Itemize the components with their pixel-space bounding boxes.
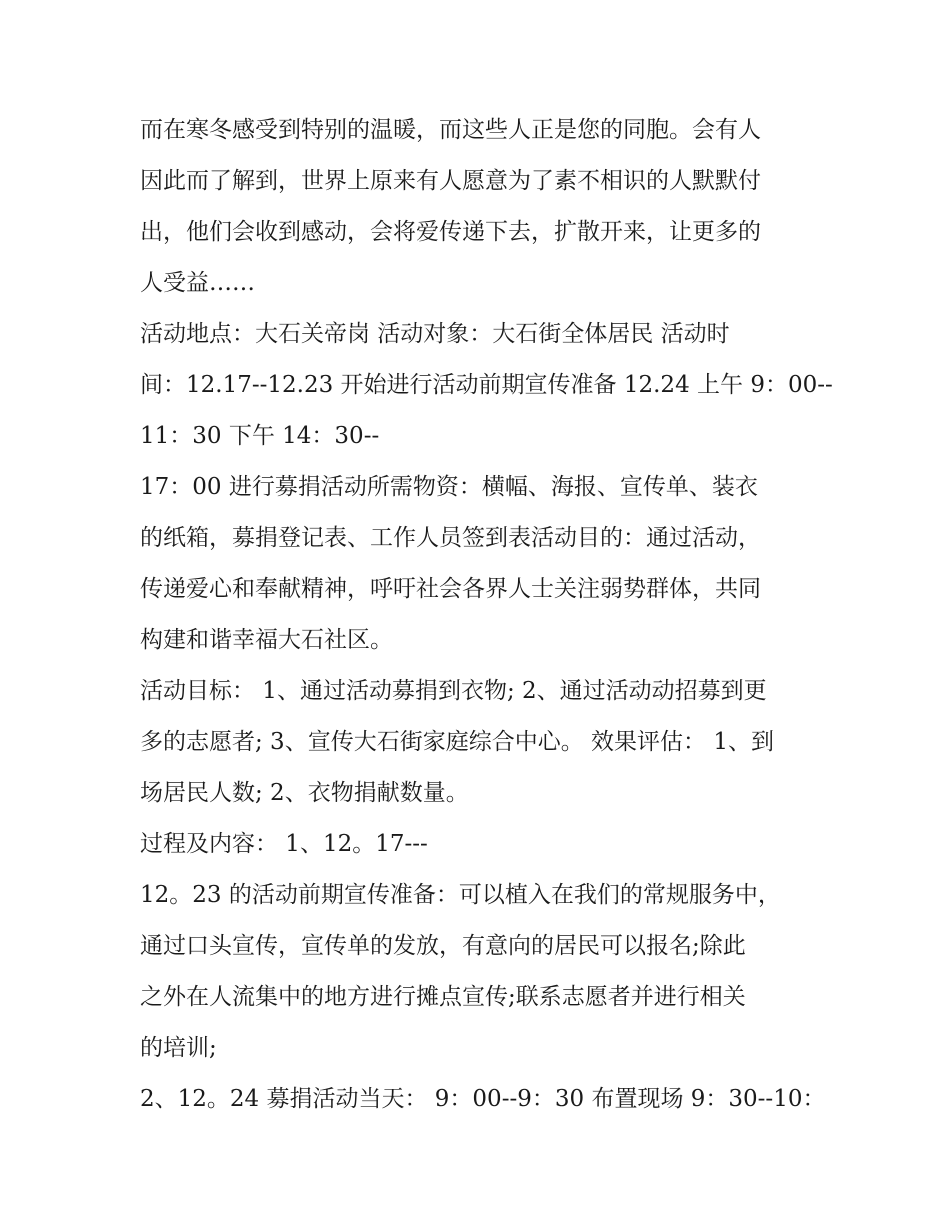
body-line: 活动目标： 1、通过活动募捐到衣物; 2、通过活动动招募到更 (140, 678, 767, 704)
body-line: 通过口头宣传，宣传单的发放，有意向的居民可以报名;除此 (140, 933, 746, 959)
body-line: 11：30 下午 14：30-- (140, 423, 380, 449)
body-line: 间：12.17--12.23 开始进行活动前期宣传准备 12.24 上午 9：00-- (140, 372, 833, 398)
body-line: 活动地点：大石关帝岗 活动对象：大石街全体居民 活动时 (140, 321, 730, 347)
body-line: 因此而了解到，世界上原来有人愿意为了素不相识的人默默付 (140, 168, 761, 194)
body-line: 之外在人流集中的地方进行摊点宣传;联系志愿者并进行相关 (140, 984, 746, 1010)
body-line: 2、12。24 募捐活动当天： 9：00--9：30 布置现场 9：30--10： (140, 1086, 826, 1112)
body-line: 传递爱心和奉献精神，呼吁社会各界人士关注弱势群体，共同 (140, 576, 761, 602)
body-line: 出，他们会收到感动，会将爱传递下去，扩散开来，让更多的 (140, 219, 761, 245)
body-line: 人受益…… (140, 270, 255, 296)
body-line: 的纸箱，募捐登记表、工作人员签到表活动目的：通过活动， (140, 525, 761, 551)
body-line: 17：00 进行募捐活动所需物资：横幅、海报、宣传单、装衣 (140, 474, 758, 500)
body-line: 12。23 的活动前期宣传准备：可以植入在我们的常规服务中， (140, 882, 781, 908)
body-line: 构建和谐幸福大石社区。 (140, 627, 393, 653)
body-line: 多的志愿者; 3、宣传大石街家庭综合中心。 效果评估： 1、到 (140, 729, 774, 755)
body-line: 而在寒冬感受到特别的温暖，而这些人正是您的同胞。会有人 (140, 117, 761, 143)
document-body (140, 105, 833, 1125)
body-line: 的培训; (140, 1035, 217, 1061)
body-line: 场居民人数; 2、衣物捐献数量。 (140, 780, 469, 806)
body-line: 过程及内容： 1、12。17--- (140, 831, 428, 857)
